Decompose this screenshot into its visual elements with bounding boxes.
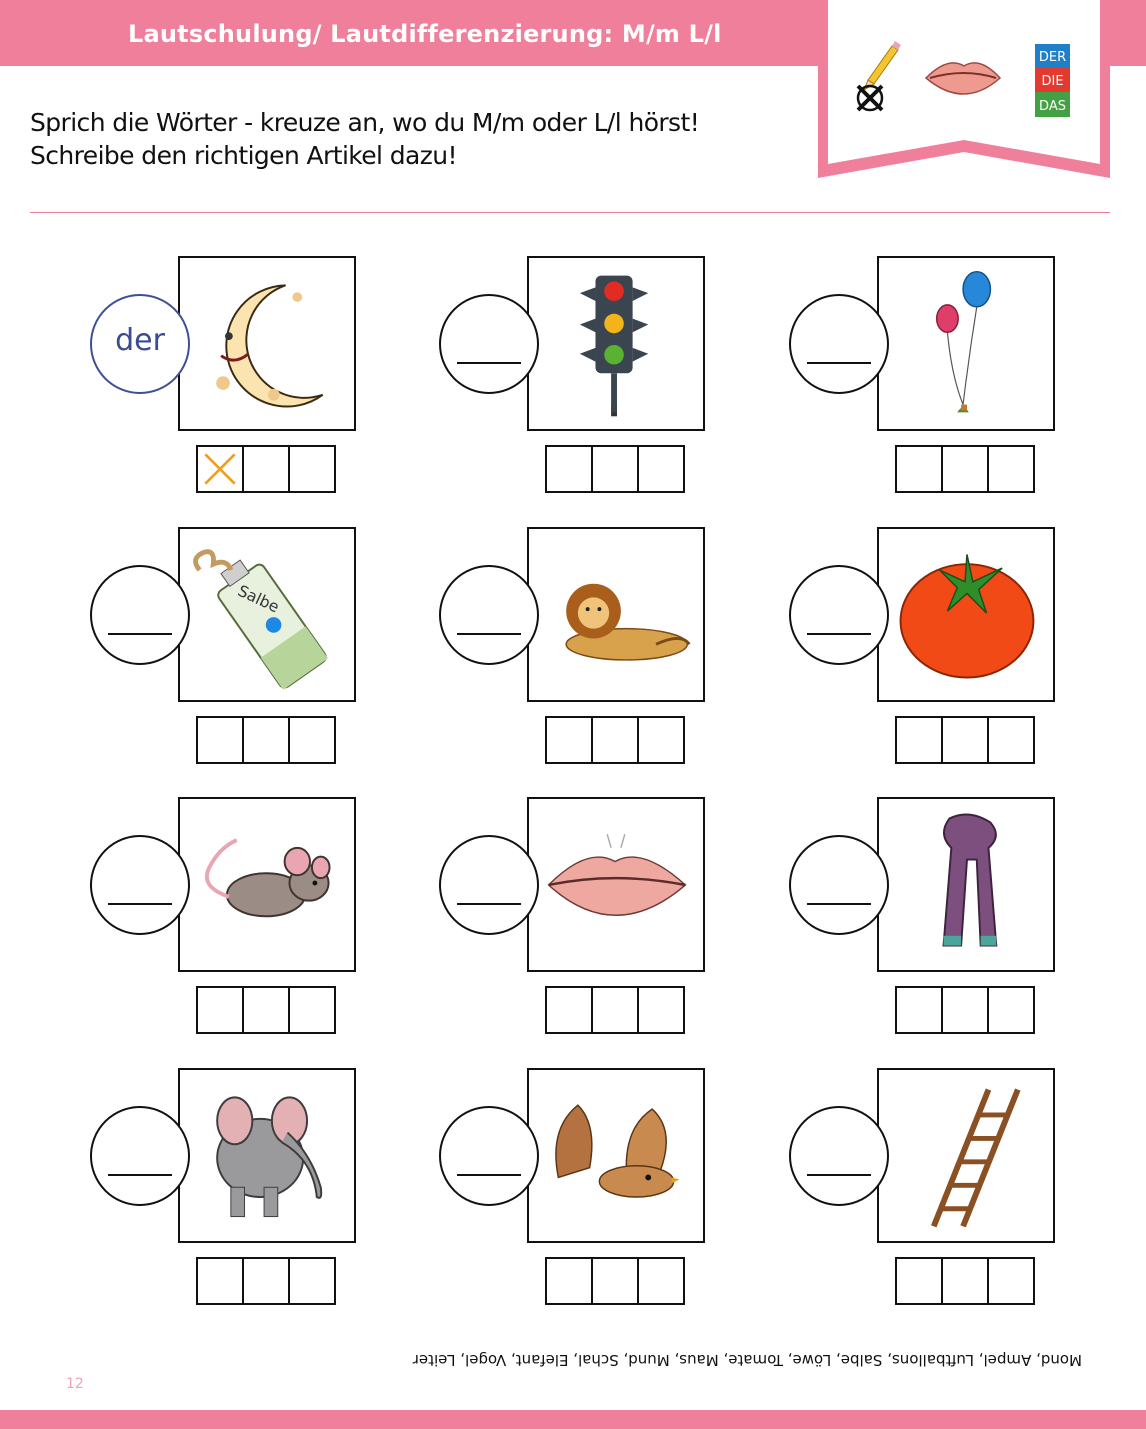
tomato-picture xyxy=(877,527,1055,702)
exercise-lion xyxy=(439,527,709,787)
exercise-mouse xyxy=(90,797,360,1057)
article-writing-line xyxy=(457,362,521,364)
sound-position-boxes xyxy=(196,445,340,493)
sound-position-checkbox-2[interactable] xyxy=(941,445,989,493)
exercise-balloons xyxy=(789,256,1059,516)
sound-position-checkbox-1[interactable] xyxy=(545,1257,593,1305)
balloons-picture xyxy=(877,256,1055,431)
sound-position-checkbox-2[interactable] xyxy=(591,445,639,493)
sound-position-checkbox-3[interactable] xyxy=(637,445,685,493)
article-writing-line xyxy=(457,633,521,635)
article-writing-line xyxy=(807,633,871,635)
page-number: 12 xyxy=(66,1376,84,1392)
exercise-elephant xyxy=(90,1068,360,1328)
exercise-ointment-tube xyxy=(90,527,360,787)
sound-position-checkbox-2[interactable] xyxy=(941,1257,989,1305)
exercise-bird xyxy=(439,1068,709,1328)
article-field[interactable] xyxy=(90,565,190,665)
traffic-light-picture xyxy=(527,256,705,431)
sound-position-boxes xyxy=(895,716,1039,764)
sound-position-checkbox-3[interactable] xyxy=(288,716,336,764)
banner-article-der: DER xyxy=(1038,50,1067,65)
article-writing-line xyxy=(807,903,871,905)
salbe-label: Salbe xyxy=(234,580,283,617)
sound-position-checkbox-3[interactable] xyxy=(288,445,336,493)
icon-banner xyxy=(818,0,1110,180)
article-field[interactable] xyxy=(90,294,190,394)
sound-position-boxes xyxy=(895,1257,1039,1305)
article-field[interactable] xyxy=(439,1106,539,1206)
footer-bar xyxy=(0,1410,1146,1429)
sound-position-checkbox-2[interactable] xyxy=(591,1257,639,1305)
mouse-picture xyxy=(178,797,356,972)
sound-position-checkbox-3[interactable] xyxy=(288,986,336,1034)
article-field[interactable] xyxy=(789,1106,889,1206)
exercise-traffic-light xyxy=(439,256,709,516)
sound-position-checkbox-1[interactable] xyxy=(196,716,244,764)
sound-position-boxes xyxy=(545,986,689,1034)
sound-position-checkbox-1[interactable] xyxy=(545,445,593,493)
sound-position-boxes xyxy=(895,986,1039,1034)
sound-position-checkbox-1[interactable] xyxy=(895,445,943,493)
sound-position-checkbox-2[interactable] xyxy=(242,445,290,493)
solution-word-list: Mond, Ampel, Luftballons, Salbe, Löwe, Tomate, Maus, Mund, Schal, Elefant, Vogel, Leiter xyxy=(412,1351,1082,1369)
sound-position-checkbox-1[interactable] xyxy=(895,1257,943,1305)
cross-mark-icon xyxy=(198,447,242,491)
article-badge-icon xyxy=(1035,44,1070,117)
sound-position-boxes xyxy=(545,716,689,764)
article-field[interactable] xyxy=(789,565,889,665)
mouth-picture xyxy=(527,797,705,972)
article-field[interactable] xyxy=(439,565,539,665)
banner-article-die: DIE xyxy=(1041,74,1064,89)
sound-position-checkbox-3[interactable] xyxy=(288,1257,336,1305)
sound-position-checkbox-2[interactable] xyxy=(242,1257,290,1305)
exercise-scarf xyxy=(789,797,1059,1057)
sound-position-checkbox-2[interactable] xyxy=(242,986,290,1034)
instruction-line-1: Sprich die Wörter - kreuze an, wo du M/m oder L/l hörst! xyxy=(30,108,700,137)
sound-position-checkbox-3[interactable] xyxy=(987,445,1035,493)
sound-position-boxes xyxy=(895,445,1039,493)
sound-position-boxes xyxy=(545,445,689,493)
scarf-picture xyxy=(877,797,1055,972)
article-field[interactable] xyxy=(90,835,190,935)
sound-position-checkbox-2[interactable] xyxy=(941,986,989,1034)
sound-position-checkbox-1[interactable] xyxy=(545,986,593,1034)
lion-picture xyxy=(527,527,705,702)
sound-position-checkbox-2[interactable] xyxy=(242,716,290,764)
bird-picture xyxy=(527,1068,705,1243)
divider xyxy=(30,212,1110,213)
banner-article-das: DAS xyxy=(1039,99,1066,114)
sound-position-checkbox-3[interactable] xyxy=(637,716,685,764)
article-writing-line xyxy=(457,1174,521,1176)
sound-position-checkbox-3[interactable] xyxy=(987,716,1035,764)
exercise-tomato xyxy=(789,527,1059,787)
instruction-line-2: Schreibe den richtigen Artikel dazu! xyxy=(30,141,457,170)
article-writing-line xyxy=(457,903,521,905)
sound-position-checkbox-2[interactable] xyxy=(591,716,639,764)
sound-position-checkbox-3[interactable] xyxy=(987,1257,1035,1305)
elephant-picture xyxy=(178,1068,356,1243)
sound-position-checkbox-1[interactable] xyxy=(196,1257,244,1305)
sound-position-boxes xyxy=(196,1257,340,1305)
sound-position-boxes xyxy=(545,1257,689,1305)
article-field[interactable] xyxy=(789,294,889,394)
ladder-picture xyxy=(877,1068,1055,1243)
sound-position-checkbox-1[interactable] xyxy=(196,986,244,1034)
article-field[interactable] xyxy=(90,1106,190,1206)
exercise-mouth xyxy=(439,797,709,1057)
sound-position-checkbox-1[interactable] xyxy=(895,716,943,764)
sound-position-checkbox-2[interactable] xyxy=(591,986,639,1034)
article-writing-line xyxy=(108,903,172,905)
sound-position-checkbox-3[interactable] xyxy=(637,986,685,1034)
article-writing-line xyxy=(807,1174,871,1176)
moon-picture xyxy=(178,256,356,431)
sound-position-checkbox-1[interactable] xyxy=(895,986,943,1034)
article-field[interactable] xyxy=(439,835,539,935)
article-writing-line xyxy=(108,1174,172,1176)
exercise-moon xyxy=(90,256,360,516)
sound-position-boxes xyxy=(196,716,340,764)
article-field[interactable] xyxy=(439,294,539,394)
article-writing-line xyxy=(108,633,172,635)
sound-position-checkbox-2[interactable] xyxy=(941,716,989,764)
sound-position-checkbox-3[interactable] xyxy=(637,1257,685,1305)
article-text: der xyxy=(115,323,165,358)
article-writing-line xyxy=(807,362,871,364)
article-field[interactable] xyxy=(789,835,889,935)
sound-position-boxes xyxy=(196,986,340,1034)
page-title: Lautschulung/ Lautdifferenzierung: M/m L/l xyxy=(128,20,722,48)
ointment-tube-picture xyxy=(178,527,356,702)
exercise-ladder xyxy=(789,1068,1059,1328)
sound-position-checkbox-1[interactable] xyxy=(196,445,244,493)
sound-position-checkbox-3[interactable] xyxy=(987,986,1035,1034)
sound-position-checkbox-1[interactable] xyxy=(545,716,593,764)
